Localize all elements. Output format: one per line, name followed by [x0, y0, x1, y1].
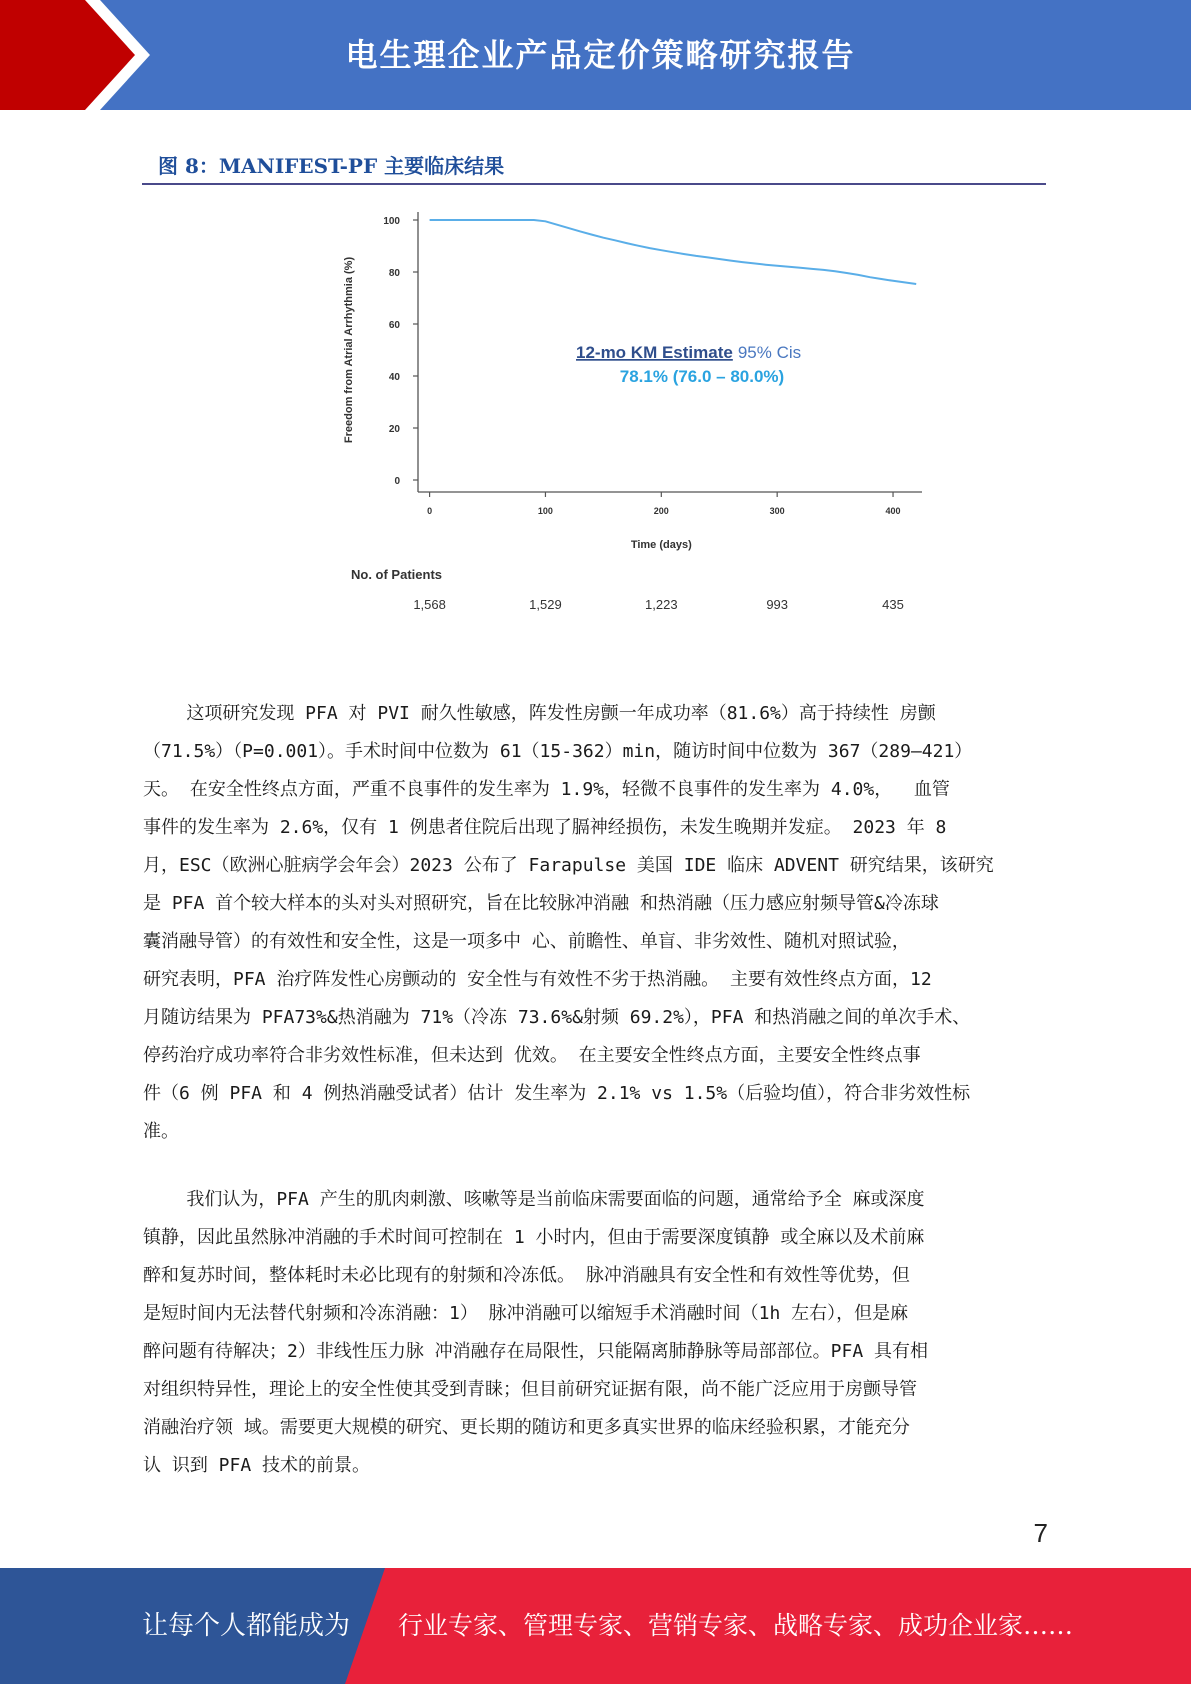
paragraph-line: 准。 — [143, 1121, 179, 1142]
figure-caption: 图 8：MANIFEST-PF 主要临床结果 — [158, 154, 505, 178]
body-paragraph-2 — [143, 1181, 1046, 1485]
paragraph-line: 天。 在安全性终点方面，严重不良事件的发生率为 1.9%，轻微不良事件的发生率为 4.0%， 血管 — [143, 779, 950, 800]
y-axis-label: Freedom from Atrial Arrhythmia (%) — [343, 256, 355, 444]
x-tick-label: 0 — [427, 506, 433, 516]
paragraph-line: 消融治疗领 域。需要更大规模的研究、更长期的随访和更多真实世界的临床经验积累，才能充分 — [143, 1417, 910, 1438]
y-tick-label: 40 — [388, 372, 400, 383]
paragraph-line: 月随访结果为 PFA73%&热消融为 71%（冷冻 73.6%&射频 69.2%），PFA 和热消融之间的单次手术、 — [143, 1007, 971, 1028]
paragraph-line: 件（6 例 PFA 和 4 例热消融受试者）估计 发生率为 2.1% vs 1.5%（后验均值），符合非劣效性标 — [143, 1083, 971, 1104]
paragraph-line: （71.5%）（P=0.001）。手术时间中位数为 61（15-362）min，随访时间中位数为 367（289–421） — [143, 741, 973, 762]
km-survival-curve — [430, 220, 917, 284]
caption-divider — [142, 183, 1046, 185]
paragraph-line: 是 PFA 首个较大样本的头对头对照研究，旨在比较脉冲消融 和热消融（压力感应射频导管&冷冻球 — [143, 893, 939, 914]
paragraph-line: 醉和复苏时间，整体耗时未必比现有的射频和冷冻低。 脉冲消融具有安全性和有效性等优势，但 — [143, 1265, 910, 1286]
km-estimate-annotation — [576, 343, 801, 362]
at-risk-label: No. of Patients — [351, 567, 443, 582]
at-risk-count: 435 — [882, 597, 904, 612]
paragraph-line: 研究表明，PFA 治疗阵发性心房颤动的 安全性与有效性不劣于热消融。 主要有效性终点方面，12 — [143, 969, 932, 990]
x-tick-label: 100 — [537, 506, 553, 516]
at-risk-count: 993 — [766, 597, 789, 612]
body-paragraph-1 — [143, 695, 1046, 1151]
y-tick-label: 100 — [383, 216, 400, 227]
y-tick-label: 60 — [388, 320, 400, 331]
km-survival-chart — [340, 195, 940, 625]
x-tick-label: 400 — [885, 506, 901, 516]
footer-slogan-right: 行业专家、管理专家、营销专家、战略专家、成功企业家…… — [398, 1611, 1074, 1640]
paragraph-line: 停药治疗成功率符合非劣效性标准，但未达到 优效。 在主要安全性终点方面，主要安全性终点事 — [143, 1045, 921, 1066]
km-estimate-ci-label: 95% Cis — [737, 343, 802, 362]
paragraph-line: 对组织特异性，理论上的安全性使其受到青睐；但目前研究证据有限，尚不能广泛应用于房颤导管 — [143, 1379, 917, 1400]
km-estimate-title: 12-mo KM Estimate — [576, 343, 733, 362]
paragraph-line: 我们认为，PFA 产生的肌肉刺激、咳嗽等是当前临床需要面临的问题，通常给予全 麻或深度 — [143, 1189, 925, 1210]
paragraph-line: 镇静，因此虽然脉冲消融的手术时间可控制在 1 小时内，但由于需要深度镇静 或全麻以及术前麻 — [143, 1227, 925, 1248]
paragraph-line: 是短时间内无法替代射频和冷冻消融：1） 脉冲消融可以缩短手术消融时间（1h 左右），但是麻 — [143, 1303, 909, 1324]
paragraph-line: 醉问题有待解决；2）非线性压力脉 冲消融存在局限性，只能隔离肺静脉等局部部位。PFA 具有相 — [143, 1341, 929, 1362]
at-risk-count: 1,223 — [645, 597, 678, 612]
paragraph-line: 月，ESC（欧洲心脏病学会年会）2023 公布了 Farapulse 美国 IDE 临床 ADVENT 研究结果，该研究 — [143, 855, 994, 876]
paragraph-line: 事件的发生率为 2.6%，仅有 1 例患者住院后出现了膈神经损伤，未发生晚期并发症。 2023 年 8 — [143, 817, 947, 838]
x-tick-label: 300 — [769, 506, 785, 516]
paragraph-line: 囊消融导管）的有效性和安全性，这是一项多中 心、前瞻性、单盲、非劣效性、随机对照试验， — [143, 931, 910, 952]
at-risk-count: 1,529 — [529, 597, 562, 612]
x-axis-label: Time (days) — [630, 539, 692, 551]
report-title: 电生理企业产品定价策略研究报告 — [345, 36, 856, 74]
x-tick-label: 200 — [653, 506, 669, 516]
y-tick-label: 20 — [388, 424, 400, 435]
y-tick-label: 80 — [388, 268, 400, 279]
page-header — [0, 0, 1191, 110]
page-number: 7 — [1033, 1518, 1048, 1548]
paragraph-line: 认 识到 PFA 技术的前景。 — [143, 1455, 371, 1476]
footer-slogan-left: 让每个人都能成为 — [142, 1611, 351, 1641]
paragraph-line: 这项研究发现 PFA 对 PVI 耐久性敏感，阵发性房颤一年成功率（81.6%）高于持续性 房颤 — [143, 703, 936, 724]
page-footer — [0, 1568, 1191, 1684]
km-estimate-value: 78.1% (76.0 – 80.0%) — [619, 367, 785, 386]
at-risk-count: 1,568 — [413, 597, 446, 612]
y-tick-label: 0 — [394, 476, 400, 487]
